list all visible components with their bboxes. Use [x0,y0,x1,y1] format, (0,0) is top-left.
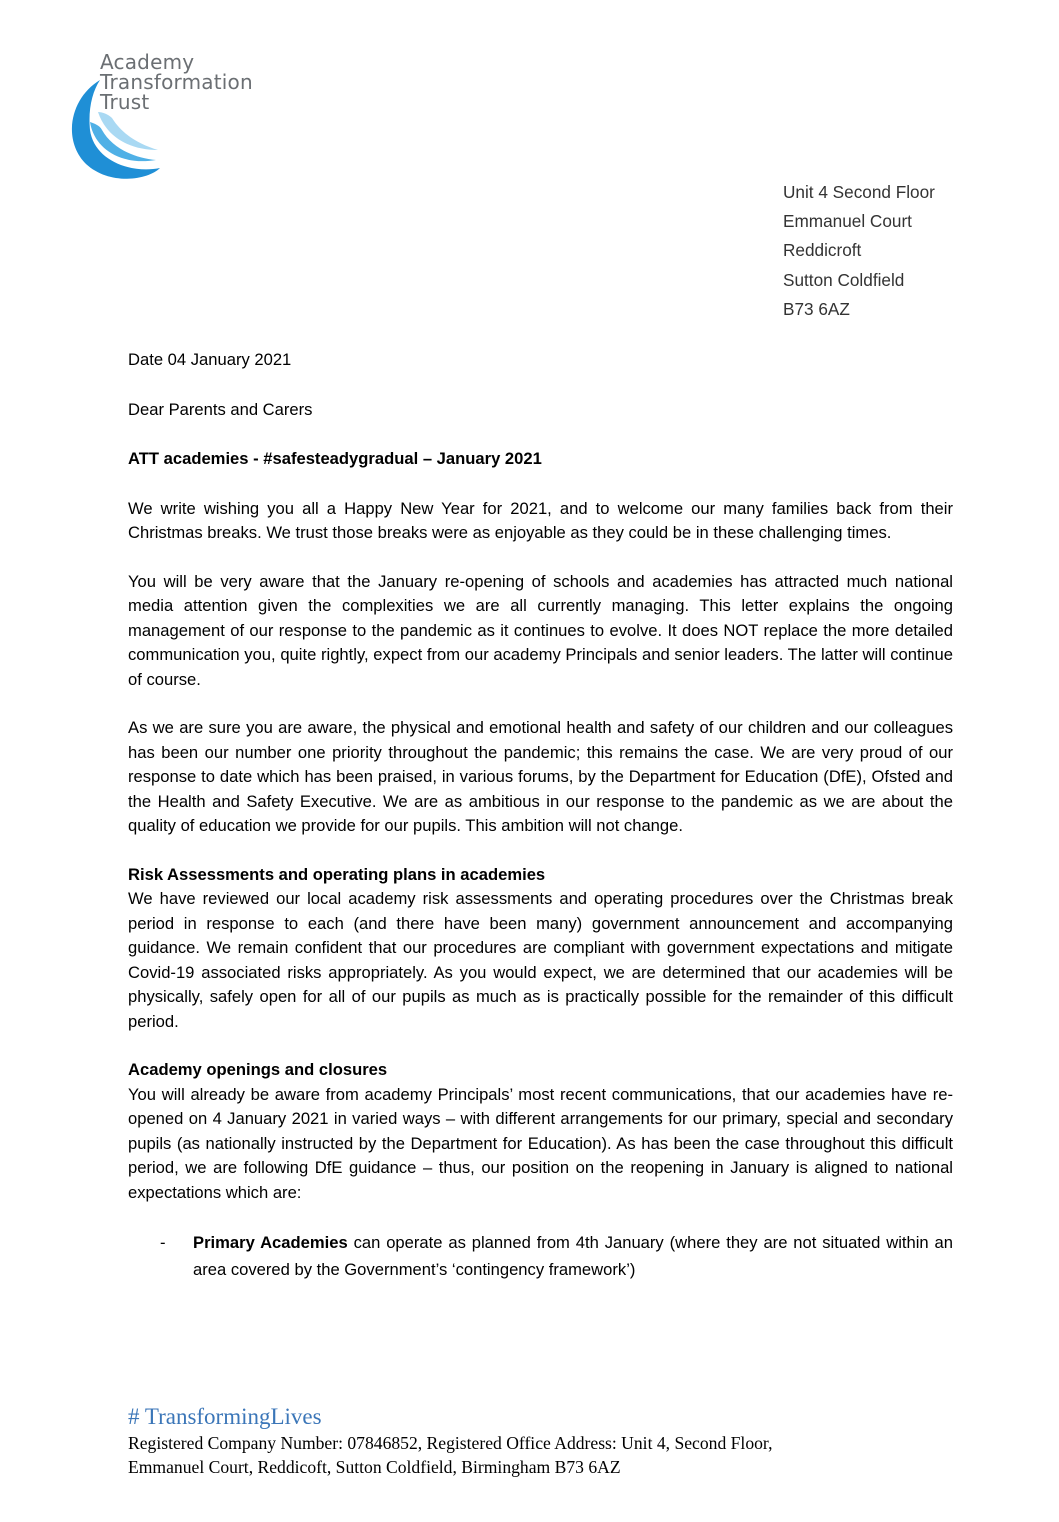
bullet-dash: - [160,1233,166,1252]
paragraph-health-safety: As we are sure you are aware, the physical and emotional health and safety of our children and our colleagues has been our number one priority throughout the pandemic; this remains the case. We are very proud of our response to date which has been praised, in various forums, by the Department for Education (DfE), Ofsted and the Health and Safety Executive. We are as ambitious in our response to the pandemic as we are about the quality of education we provide for our pupils. This ambition will not change. [128,718,953,835]
letter-subject: ATT academies - #safesteadygradual – January 2021 [128,449,542,468]
address-line: Emmanuel Court [783,211,912,232]
heading-openings-closures: Academy openings and closures [128,1060,388,1079]
footer-registration-line: Registered Company Number: 07846852, Registered Office Address: Unit 4, Second Floor, [128,1433,773,1453]
bullet-bold-label: Primary Academies [193,1233,348,1252]
letter-body [128,348,953,1283]
letter-date: Date 04 January 2021 [128,350,292,369]
trust-logo [60,52,300,176]
paragraph-openings-closures: You will already be aware from academy Principals’ most recent communications, that our academies have re- opened on 4 January 2021 in varied ways – with different arrangements for our primary, special and secondary pupils (as nationally instructed by the Department for Education). As has been the case throughout this difficult period, we are following DfE guidance – thus, our position on the reopening in January is aligned to national expectations which are: [128,1084,953,1202]
footer-hashtag: # TransformingLives [128,1404,322,1429]
sender-address [783,178,935,324]
bullet-primary-academies [128,1229,953,1283]
address-line: Sutton Coldfield [783,269,905,290]
bullet-text: can operate as planned from 4th January (where they are not situated within an area covered by the Government’s ‘contingency framework’) [193,1233,953,1279]
address-line: Unit 4 Second Floor [783,182,935,202]
logo-line-trust: Trust [100,90,150,114]
logo-line-transformation: Transformation [100,70,253,94]
footer-registration-line: Emmanuel Court, Reddicoft, Sutton Coldfield, Birmingham B73 6AZ [128,1456,621,1477]
paragraph-risk-assessments: We have reviewed our local academy risk assessments and operating procedures over the Christmas break period in response to each (and there have been many) government announcement and accompanying guidance. We remain confident that our procedures are compliant with government expectations and mitigate Covid-19 associated risks appropriately. As you would expect, we are determined that our academies will be physically, safely open for all of our pupils as much as is practically possible for the remainder of this difficult period. [128,889,953,1031]
logo-line-academy: Academy [100,50,195,74]
logo-wordmark [100,52,253,112]
paragraph-greeting: We write wishing you all a Happy New Year for 2021, and to welcome our many families back from their Christmas breaks. We trust those breaks were as enjoyable as they could be in these challenging times. [128,498,953,542]
address-line: Reddicroft [783,240,862,261]
address-line: B73 6AZ [783,298,850,319]
paragraph-reopening: You will be very aware that the January re-opening of schools and academies has attracted much national media attention given the complexities we are all currently managing. This letter explains the ongoing management of our response to the pandemic as it continues to evolve. It does NOT replace the more detailed communication you, quite rightly, expect from our academy Principals and senior leaders. The latter will continue of course. [128,571,953,689]
letter-salutation: Dear Parents and Carers [128,399,313,419]
heading-risk-assessments: Risk Assessments and operating plans in academies [128,864,546,884]
page-footer [128,1402,772,1479]
